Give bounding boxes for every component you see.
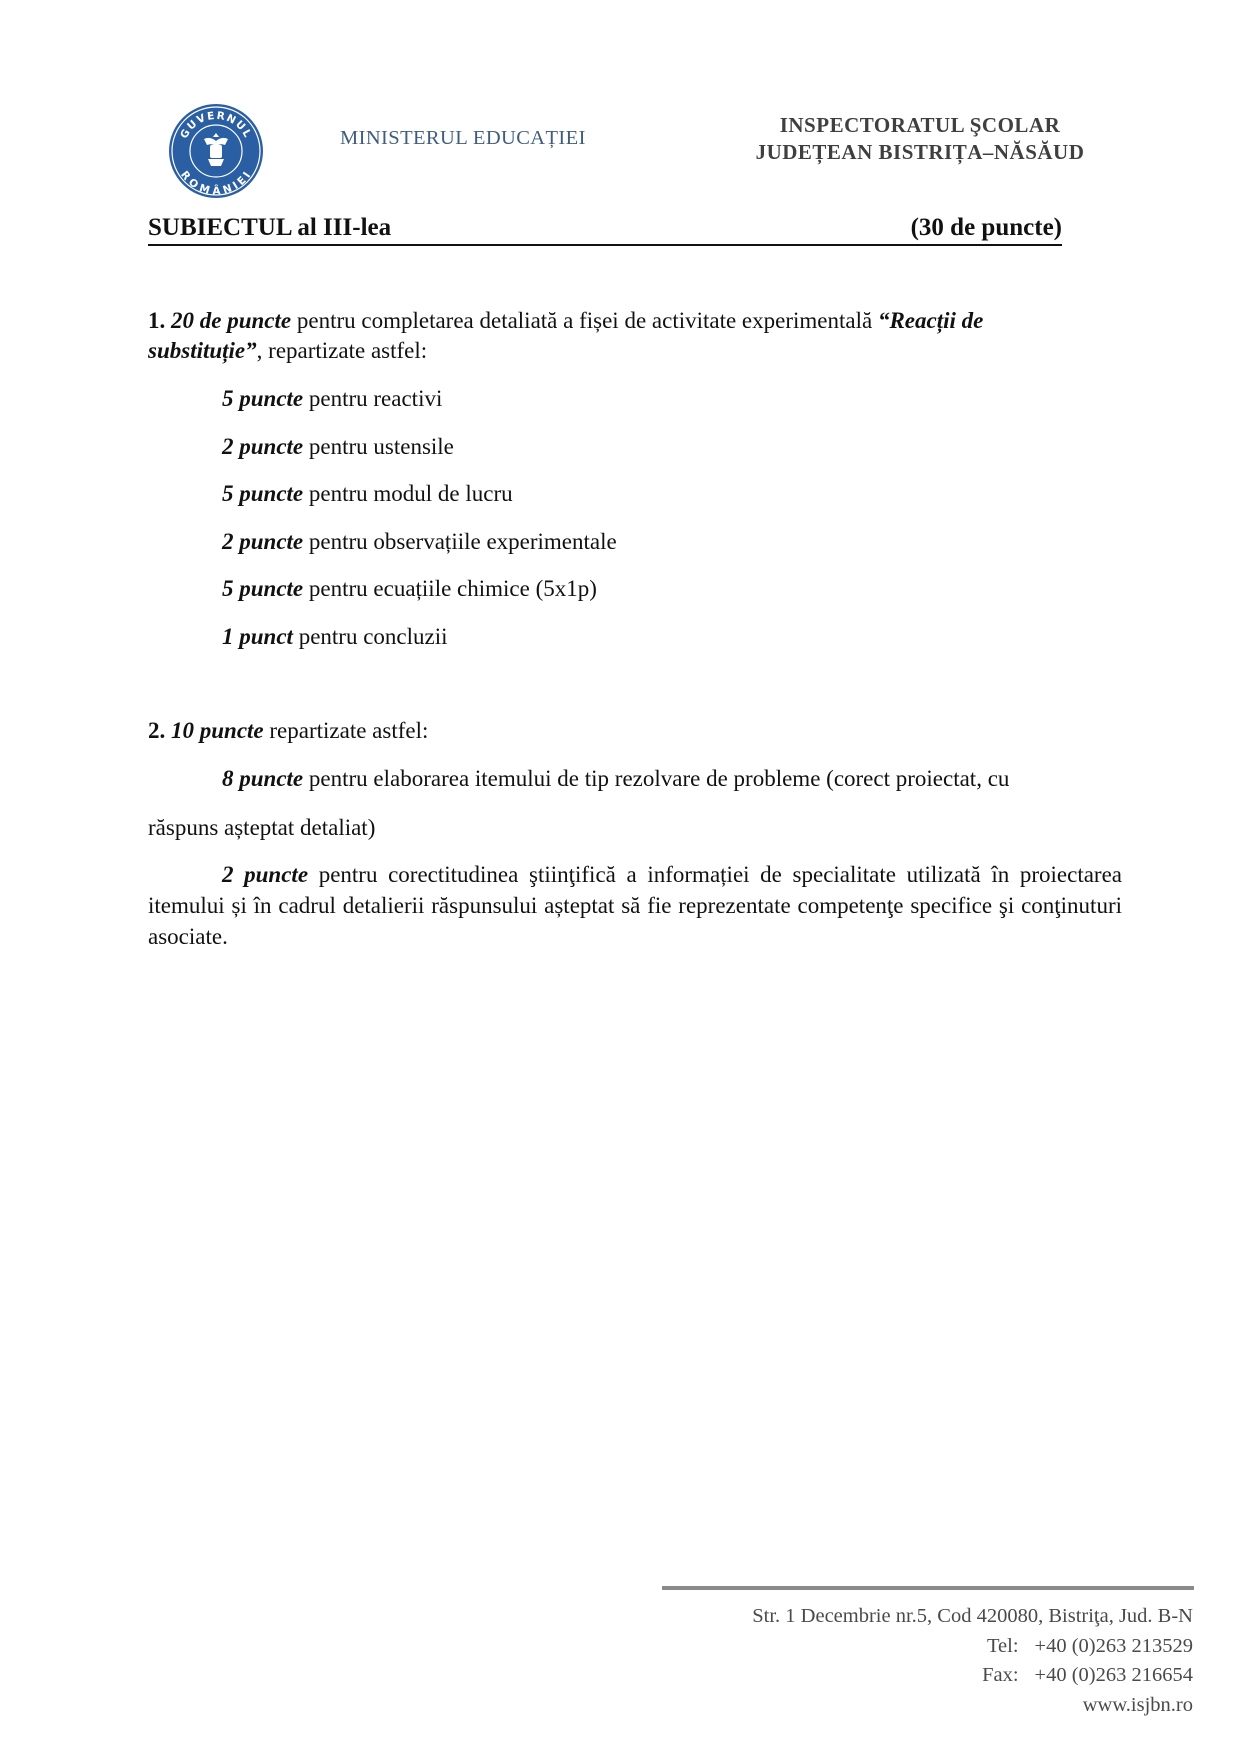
breakdown-item — [222, 574, 597, 604]
footer-divider — [662, 1586, 1194, 1590]
breakdown-text: pentru concluzii — [292, 624, 448, 649]
breakdown-text: pentru ustensile — [303, 434, 454, 459]
subject-label: SUBIECTUL al III-lea — [148, 214, 392, 241]
footer-tel — [640, 1632, 1193, 1662]
breakdown-text: pentru observațiile experimentale — [303, 529, 617, 554]
breakdown-points: 2 puncte — [222, 434, 304, 459]
breakdown-item — [222, 432, 454, 462]
item-2-sub-2-text: pentru corectitudinea ştiinţifică a informației de specialitate utilizată în proiectarea itemului și în cadrul detalierii răspunsului așteptat să fie reprezentate competenţe specifice şi conţinuturi asociate. — [148, 862, 1123, 949]
inspectorate-line-1: INSPECTORATUL ŞCOLAR — [779, 113, 1061, 137]
item-2-sub-2-points: 2 puncte — [222, 862, 309, 887]
footer-contact — [640, 1602, 1193, 1720]
item-2-line-1 — [148, 716, 428, 746]
item-1-line-2 — [148, 336, 427, 366]
breakdown-item — [222, 622, 448, 652]
subject-points: (30 de puncte) — [910, 214, 1062, 241]
item-2-points: 10 puncte — [171, 718, 264, 743]
item-1-text-end: , repartizate astfel: — [256, 338, 428, 363]
breakdown-points: 5 puncte — [222, 576, 304, 601]
breakdown-points: 5 puncte — [222, 386, 304, 411]
footer-fax — [640, 1661, 1193, 1691]
breakdown-text: pentru modul de lucru — [303, 481, 513, 506]
tel-number: +40 (0)263 213529 — [1034, 1634, 1193, 1657]
fax-label: Fax: — [982, 1664, 1019, 1686]
item-2-sub-1-line-2: răspuns așteptat detaliat) — [148, 815, 376, 840]
seal-text-top: GUVERNUL — [178, 109, 254, 141]
breakdown-points: 1 punct — [222, 624, 293, 649]
item-1-text: pentru completarea detaliată a fișei de activitate experimentală — [291, 308, 878, 333]
breakdown-text: pentru reactivi — [303, 386, 443, 411]
government-seal-logo — [168, 103, 264, 199]
subject-title — [148, 212, 1062, 246]
item-2-number: 2. — [148, 718, 166, 743]
inspectorate-name — [740, 112, 1100, 166]
item-1-line-1 — [148, 306, 983, 336]
fax-number: +40 (0)263 216654 — [1034, 1664, 1193, 1686]
breakdown-item — [222, 479, 513, 509]
breakdown-points: 5 puncte — [222, 481, 304, 506]
breakdown-item — [222, 384, 442, 414]
item-1-activity-title-part-2: substituție” — [148, 338, 257, 363]
item-1-points: 20 de puncte — [171, 308, 292, 333]
item-1-activity-title-part-1: “Reacții de — [877, 308, 984, 333]
breakdown-points: 2 puncte — [222, 529, 304, 554]
item-2-sub-2 — [148, 859, 1122, 952]
footer-address: Str. 1 Decembrie nr.5, Cod 420080, Bistriţa, Jud. B-N — [752, 1605, 1193, 1627]
inspectorate-line-2: JUDEȚEAN BISTRIȚA–NĂSĂUD — [755, 140, 1085, 164]
item-2-sub-1-line-1 — [222, 764, 1009, 794]
item-2-text: repartizate astfel: — [263, 718, 429, 743]
breakdown-item — [222, 527, 617, 557]
tel-label: Tel: — [986, 1634, 1019, 1657]
item-1-number: 1. — [148, 308, 166, 333]
footer-website[interactable]: www.isjbn.ro — [1082, 1693, 1193, 1716]
breakdown-text: pentru ecuațiile chimice (5x1p) — [303, 576, 597, 601]
ministry-name: MINISTERUL EDUCAȚIEI — [340, 127, 586, 149]
seal-text-bottom: ROMÂNIEI — [178, 168, 255, 198]
item-2-sub-1-text: pentru elaborarea itemului de tip rezolvare de probleme (corect proiectat, cu — [303, 766, 1010, 791]
item-2-sub-1-points: 8 puncte — [222, 766, 304, 791]
